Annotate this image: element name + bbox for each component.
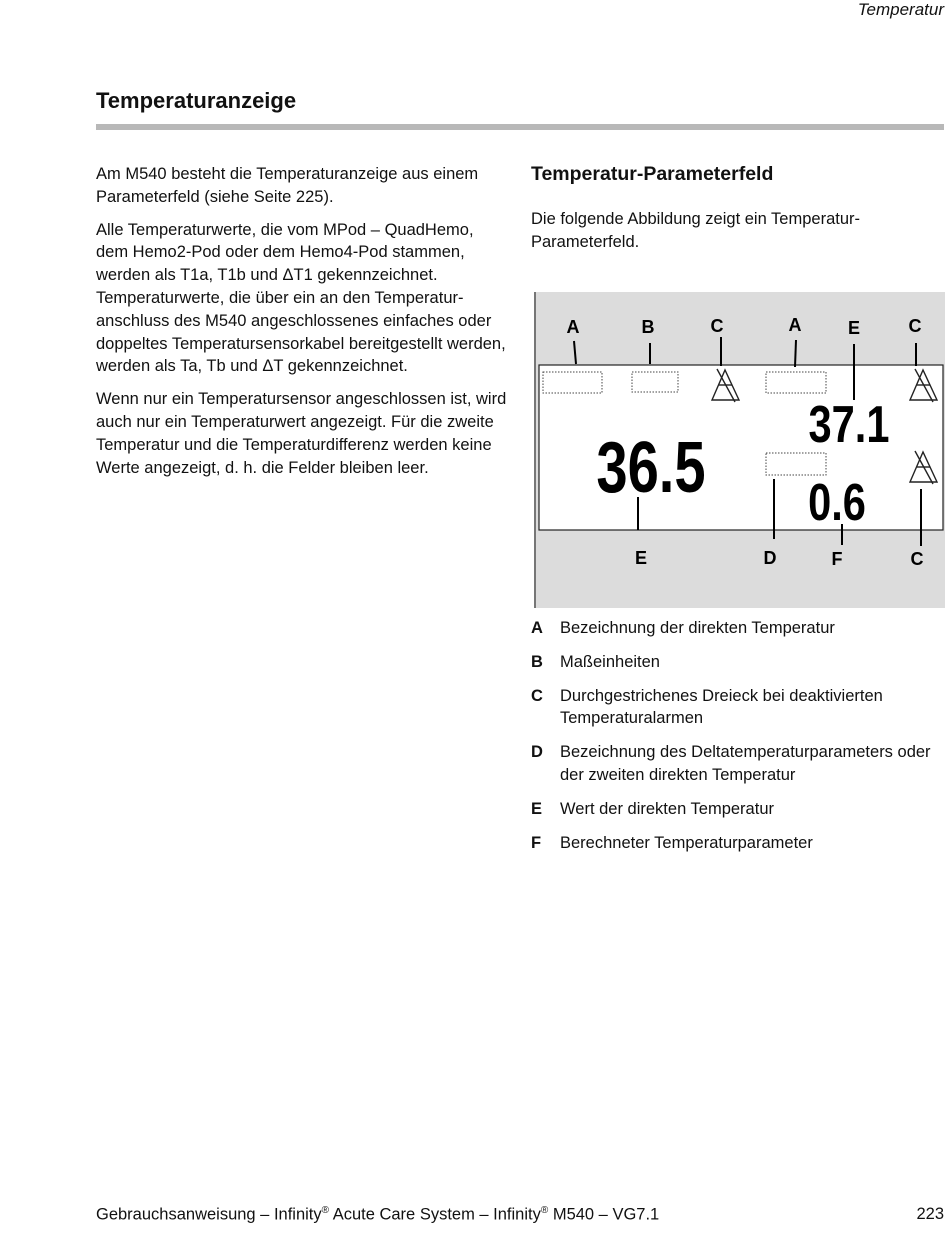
- page-title: Temperaturanzeige: [96, 88, 297, 113]
- secondary-temperature-value: 37.1: [808, 394, 890, 454]
- figure-legend: [531, 617, 945, 865]
- right-column: [531, 163, 945, 254]
- legend-letter: A: [531, 619, 543, 637]
- legend-text: Durchgestrichenes Dreieck bei deaktivierten Temperaturalarmen: [560, 686, 883, 728]
- title-rule: [96, 124, 944, 130]
- legend-text: Berechneter Temperaturparameter: [560, 833, 813, 852]
- delta-temperature-value: 0.6: [808, 472, 866, 532]
- legend-letter: E: [531, 799, 543, 818]
- registered-mark: ®: [540, 1205, 549, 1216]
- paragraph-1: Am M540 besteht die Temperaturanzeige aus einem Parameterfeld (siehe Seite 225).: [96, 165, 479, 206]
- callout-a: A: [788, 315, 802, 335]
- legend-letter: D: [531, 743, 543, 762]
- page-number: 223: [916, 1205, 944, 1223]
- legend-item: [531, 617, 945, 640]
- legend-item: [531, 832, 945, 855]
- section-subtitle: Temperatur-Parameterfeld: [531, 163, 774, 185]
- callout-b: B: [641, 317, 655, 337]
- main-temperature-value: 36.5: [596, 427, 706, 508]
- paragraph-2: Alle Temperaturwerte, die vom MPod – QuadHemo, dem Hemo2-Pod oder dem Hemo4-Pod stammen, werden als T1a, T1b und ΔT1 gekennzeichnet. Temperaturwerte, die über ein an den Temperaturanschluss des M540 angeschlossenes einfaches oder doppeltes Temperatursensorkabel bereitgestellt werden, werden als Ta, Tb und ΔT gekennzeichnet.: [96, 220, 506, 376]
- temperature-parameter-figure: [534, 292, 945, 608]
- callout-c: C: [710, 316, 724, 336]
- legend-letter: B: [531, 652, 543, 671]
- legend-item: [531, 741, 945, 787]
- footer-title: [96, 1205, 659, 1225]
- footer-part-3: M540 – VG7.1: [548, 1205, 660, 1224]
- running-header-section: Temperatur: [857, 0, 944, 19]
- figure-intro: Die folgende Abbildung zeigt ein Temperatur-Parameterfeld.: [531, 210, 860, 251]
- callout-a: A: [566, 317, 580, 337]
- footer-part-1: Gebrauchsanweisung – Infinity: [96, 1205, 322, 1224]
- callout-c: C: [910, 549, 924, 569]
- paragraph-3: Wenn nur ein Temperatursensor angeschlossen ist, wird auch nur ein Temperaturwert angezeigt. Für die zweite Temperatur und die Temperaturdifferenz werden keine Werte angezeigt, d. h. die Felder bleiben leer.: [96, 390, 507, 477]
- legend-text: Wert der direkten Temperatur: [560, 799, 774, 818]
- legend-text: Maßeinheiten: [560, 652, 660, 671]
- legend-item: [531, 685, 945, 731]
- legend-text: Bezeichnung des Deltatemperaturparameters oder der zweiten direkten Temperatur: [560, 743, 931, 784]
- legend-letter: C: [531, 686, 543, 705]
- callout-e: E: [634, 548, 648, 568]
- legend-text: Bezeichnung der direkten Temperatur: [560, 619, 835, 637]
- legend-item: [531, 798, 945, 821]
- callout-c: C: [908, 316, 922, 336]
- callout-d: D: [763, 548, 777, 568]
- legend-item: [531, 651, 945, 674]
- callout-e: E: [847, 318, 861, 338]
- callout-f: F: [831, 549, 843, 569]
- left-column: [96, 163, 510, 489]
- figure-svg: [534, 292, 945, 608]
- registered-mark: ®: [321, 1205, 330, 1216]
- footer-part-2: Acute Care System – Infinity: [329, 1205, 541, 1224]
- legend-letter: F: [531, 833, 542, 852]
